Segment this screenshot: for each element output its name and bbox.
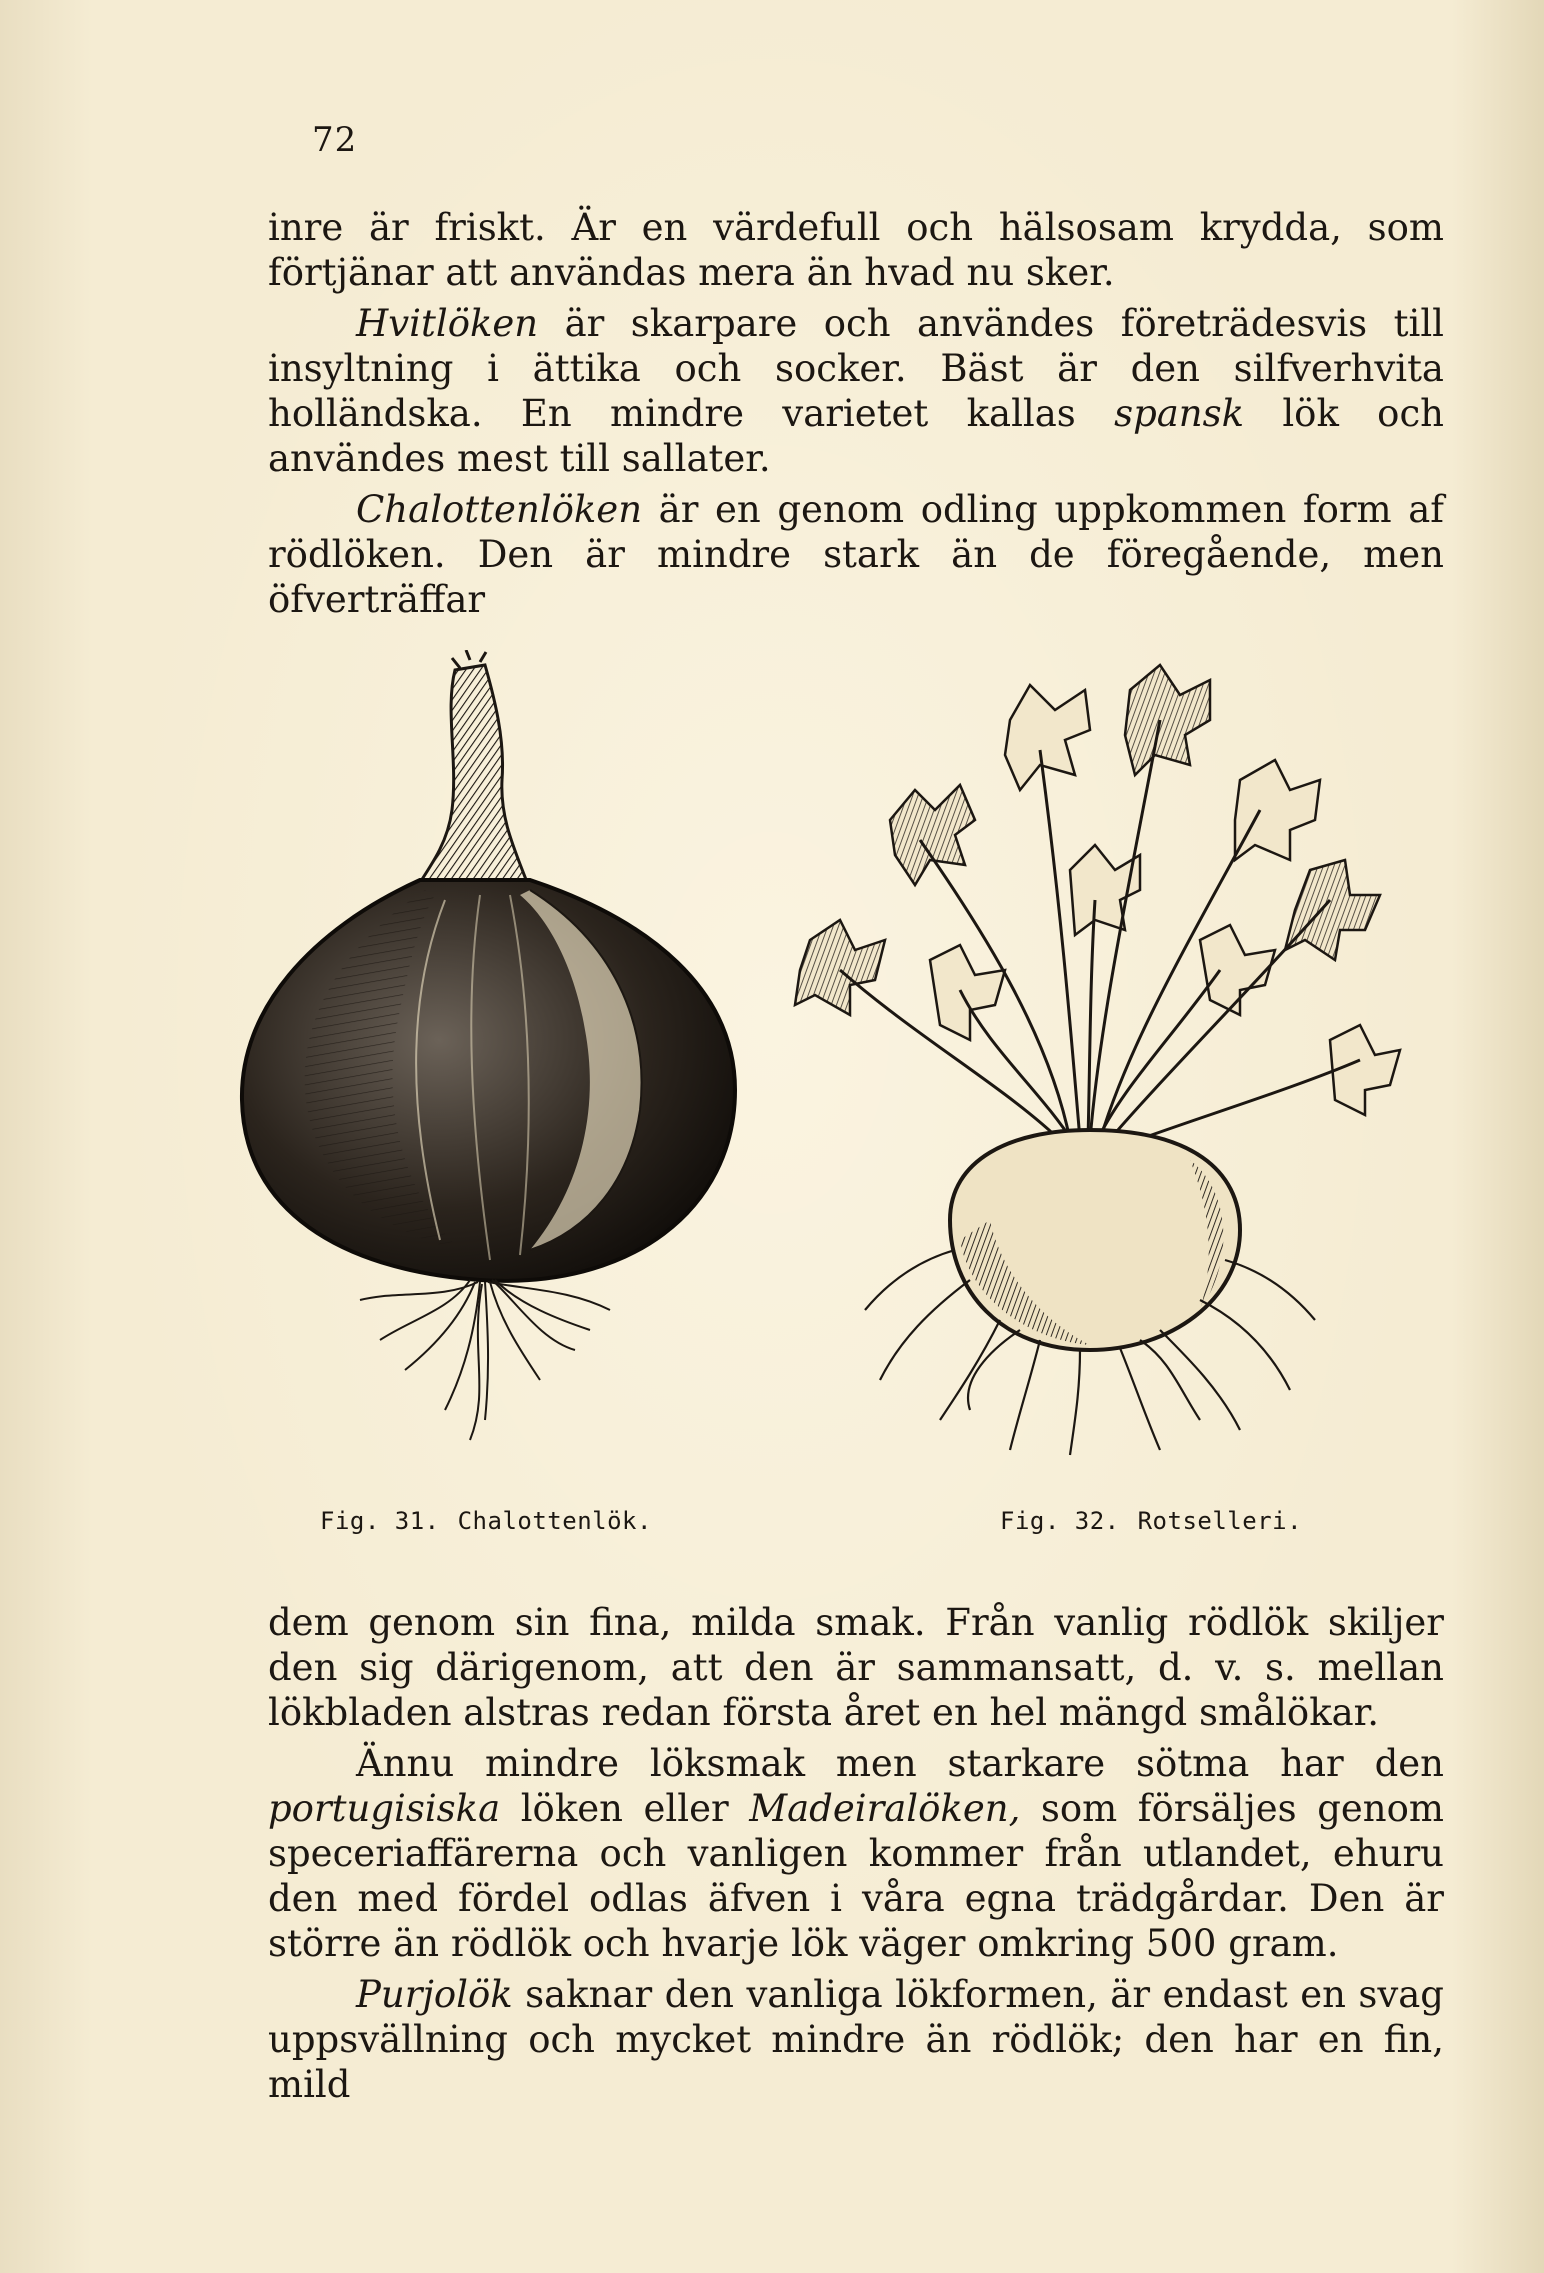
paragraph-hvitloken: [268, 301, 1444, 481]
term-hvitloken: Hvitlöken: [356, 302, 539, 345]
term-spansk: spansk: [1114, 392, 1245, 435]
paragraph-chalottenloken: [268, 487, 1444, 622]
page-number: 72: [312, 120, 358, 160]
figure-31-number: Fig. 31.: [320, 1507, 440, 1535]
top-text-block: [268, 205, 1444, 622]
term-portugisiska: portugisiska: [268, 1787, 501, 1830]
paragraph-1: [268, 205, 1444, 295]
term-purjolok: Purjolök: [356, 1973, 513, 2016]
paragraph-text: saknar den vanliga lökformen, är endast en svag uppsvällning och mycket mindre än rödlök; den har en fin, mild: [268, 1973, 1444, 2106]
paragraph-text: är en genom odling uppkommen form af rödlöken. Den är mindre stark än de föregående, men öfverträffar: [268, 488, 1444, 621]
bottom-text-block: [268, 1600, 1444, 2107]
paragraph-text: lök och användes mest till sallater.: [268, 392, 1444, 480]
paragraph-portugisiska: [268, 1741, 1444, 1966]
term-madeiraloken: Madeiralöken,: [749, 1787, 1021, 1830]
paragraph-text: är skarpare och användes företrädesvis till insyltning i ättika och socker. Bäst är den silfverhvita holländska. En mindre varietet kallas: [268, 302, 1444, 435]
figure-32-number: Fig. 32.: [1000, 1507, 1120, 1535]
paragraph-continued: [268, 1600, 1444, 1735]
paragraph-purjolok: [268, 1972, 1444, 2107]
figure-31-title: Chalottenlök.: [457, 1507, 652, 1535]
figure-31-caption: [320, 1507, 652, 1535]
figure-celeriac-illustration: [770, 660, 1490, 1460]
paragraph-text: Ännu mindre löksmak men starkare sötma har den: [356, 1742, 1444, 1785]
paragraph-text: som försäljes genom speceriaffärerna och vanligen kommer från utlandet, ehuru den med fördel odlas äfven i våra egna trädgårdar. Den är större än rödlök och hvarje lök väger omkring 500 gram.: [268, 1787, 1444, 1965]
onion-drawing: [230, 650, 750, 1450]
paragraph-text: löken eller: [500, 1787, 750, 1830]
term-chalottenloken: Chalottenlöken: [356, 488, 643, 531]
figure-32-caption: [1000, 1507, 1302, 1535]
figure-32-title: Rotselleri.: [1137, 1507, 1303, 1535]
paragraph-text: inre är friskt. Är en värdefull och hälsosam krydda, som förtjänar att användas mera än hvad nu sker.: [268, 206, 1444, 294]
paragraph-text: dem genom sin fina, milda smak. Från vanlig rödlök skiljer den sig därigenom, att den är sammansatt, d. v. s. mellan lökbladen alstras redan första året en hel mängd smålökar.: [268, 1601, 1444, 1734]
figure-onion-illustration: [230, 650, 750, 1450]
celeriac-drawing: [770, 660, 1490, 1460]
